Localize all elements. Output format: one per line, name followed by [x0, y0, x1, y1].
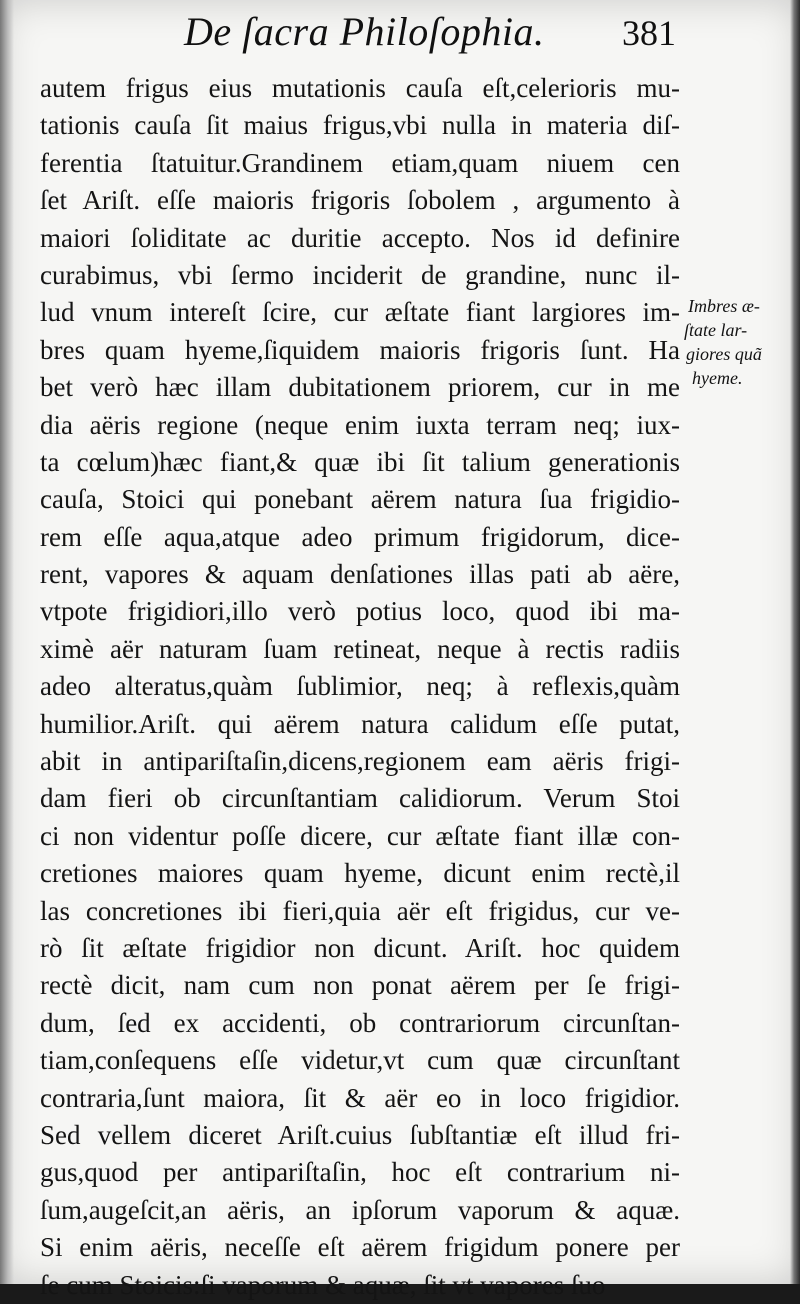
- text-line: humilior.Ariſt. qui aërem natura calidum eſſe putat,: [40, 708, 680, 739]
- page-edge-shadow: [790, 0, 800, 1284]
- text-line: rectè dicit, nam cum non ponat aërem per ſe frigi-: [40, 970, 680, 1001]
- text-line: las concretiones ibi fieri,quia aër eſt frigidus, cur ve-: [40, 895, 680, 926]
- text-line: autem frigus eius mutationis cauſa eſt,celerioris mu-: [40, 73, 680, 103]
- text-line: gus,quod per antipariſtaſin, hoc eſt contrarium ni-: [40, 1157, 680, 1188]
- text-line: bres quam hyeme,ſiquidem maioris frigoris ſunt. Ha: [40, 334, 680, 365]
- margin-note: [684, 294, 796, 390]
- text-line: cauſa, Stoici qui ponebant aërem natura ſua frigidio-: [40, 484, 680, 515]
- text-line: ta cœlum)hæc fiant,& quæ ibi ſit talium generationis: [40, 446, 680, 477]
- page-number: 381: [622, 13, 676, 53]
- text-line: dum, ſed ex accidenti, ob contrariorum circunſtan-: [40, 1007, 680, 1038]
- text-line: rem eſſe aqua,atque adeo primum frigidorum, dice-: [40, 521, 680, 552]
- margin-note-line: Imbres æ-: [688, 296, 760, 316]
- text-line: tationis cauſa ſit maius frigus,vbi nulla in materia diſ-: [40, 110, 680, 141]
- text-line: ci non videntur poſſe dicere, cur æſtate fiant illæ con-: [40, 820, 680, 851]
- margin-note-line: hyeme.: [692, 368, 743, 388]
- running-head: De ſacra Philoſophia.: [184, 9, 545, 54]
- text-line: ximè aër naturam ſuam retineat, neque à rectis radiis: [40, 633, 680, 664]
- text-line: curabimus, vbi ſermo inciderit de grandine, nunc il-: [40, 259, 680, 290]
- text-line: adeo alteratus,quàm ſublimior, neq; à reflexis,quàm: [40, 671, 680, 702]
- text-line: cretiones maiores quam hyeme, dicunt enim rectè,il: [40, 858, 680, 889]
- text-line: abit in antipariſtaſin,dicens,regionem eam aëris frigi-: [40, 746, 680, 777]
- text-line: dia aëris regione (neque enim iuxta terram neq; iux-: [40, 409, 680, 440]
- text-line: vtpote frigidiori,illo verò potius loco, quod ibi ma-: [40, 596, 680, 627]
- text-line: ſe cum Stoicis:ſi vaporum & aquæ, ſit vt vapores ſuo: [40, 1269, 606, 1300]
- text-line: rò ſit æſtate frigidior non dicunt. Ariſt. hoc quidem: [40, 932, 680, 963]
- text-line: contraria,ſunt maiora, ſit & aër eo in loco frigidior.: [40, 1082, 680, 1113]
- text-line: ferentia ſtatuitur.Grandinem etiam,quam niuem cen: [40, 147, 680, 178]
- text-line: bet verò hæc illam dubitationem priorem, cur in me: [40, 372, 680, 403]
- text-line: Sed vellem diceret Ariſt.cuius ſubſtantiæ eſt illud fri-: [40, 1119, 680, 1150]
- text-line: Si enim aëris, neceſſe eſt aërem frigidum ponere per: [40, 1232, 680, 1263]
- margin-note-line: ſtate lar-: [684, 320, 748, 340]
- text-line: dam fieri ob circunſtantiam calidiorum. Verum Stoi: [40, 783, 680, 814]
- text-line: ſum,augeſcit,an aëris, an ipſorum vaporum & aquæ.: [40, 1194, 680, 1225]
- gutter-shadow: [0, 0, 14, 1284]
- margin-note-line: giores quã: [686, 344, 762, 364]
- text-line: rent, vapores & aquam denſationes illas pati ab aëre,: [40, 559, 680, 590]
- body-text-block: [40, 70, 680, 1304]
- text-line: maiori ſoliditate ac duritie accepto. Nos id definire: [40, 222, 680, 253]
- text-line: tiam,conſequens eſſe videtur,vt cum quæ circunſtant: [40, 1045, 680, 1076]
- text-line: lud vnum intereſt ſcire, cur æſtate fiant largiores im-: [40, 297, 680, 328]
- text-line: ſet Ariſt. eſſe maioris frigoris ſobolem , argumento à: [40, 185, 680, 216]
